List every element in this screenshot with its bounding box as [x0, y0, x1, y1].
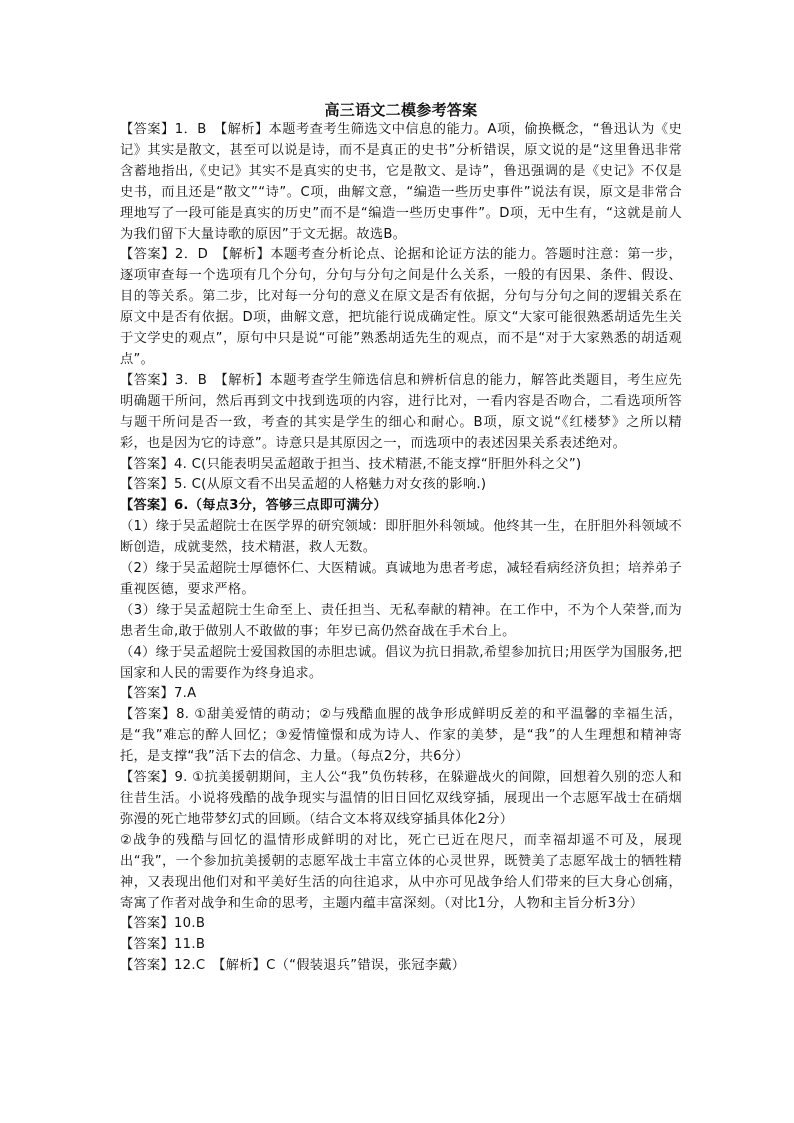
answer-6-point-4: （4）缘于吴孟超院士爱国救国的赤胆忠诚。倡议为抗日捐款,希望参加抗日;用医学为国服务,把国家和人民的需要作为终身追求。 — [120, 644, 682, 681]
answer-4: 【答案】4. C(只能表明吴孟超敢于担当、技术精湛,不能支撑“肝胆外科之父”) — [120, 456, 582, 472]
answer-5: 【答案】5. C(从原文看不出吴孟超的人格魅力对女孩的影响.) — [120, 477, 487, 493]
page-title: 高三语文二模参考答案 — [324, 101, 478, 119]
answer-11: 【答案】11.B — [120, 937, 206, 953]
answer-7: 【答案】7.A — [120, 686, 197, 702]
answer-9-part-1: 【答案】9. ①抗美援朝期间，主人公“我”负伤转移，在躲避战火的间隙，回想着久别的恋人和往昔生活。小说将残酷的战争现实与温情的旧日回忆双线穿插，展现出一个志愿军战士在硝烟弥漫的死亡地带梦幻式的回顾。（结合文本将双线穿插具体化2分） — [120, 770, 682, 827]
answer-3: 【答案】3．B 【解析】本题考查学生筛选信息和辨析信息的能力，解答此类题目，考生应先明确题干所问，然后再到文中找到选项的内容，进行比对，一看内容是否吻合，二看选项所答与题干所问是否一致，考查的其实是学生的细心和耐心。B项，原文说“《红楼梦》之所以精彩，也是因为它的诗意”。诗意只是其原因之一，而选项中的表述因果关系表述绝对。 — [120, 372, 682, 451]
answer-key-body — [120, 100, 682, 977]
answer-10: 【答案】10.B — [120, 916, 206, 932]
answer-9-part-2: ②战争的残酷与回忆的温情形成鲜明的对比，死亡已近在咫尺，而幸福却遥不可及，展现出“我”，一个参加抗美援朝的志愿军战士丰富立体的心灵世界，既赞美了志愿军战士的牺牲精神，又表现出他们对和平美好生活的向往追求，从中亦可见战争给人们带来的巨大身心创痛，寄寓了作者对战争和生命的思考，主题内蕴丰富深刻。（对比1分，人物和主旨分析3分） — [120, 832, 682, 911]
answer-6-point-1: （1）缘于吴孟超院士在医学界的研究领域：即肝胆外科领域。他终其一生，在肝胆外科领域不断创造，成就斐然，技术精湛，救人无数。 — [120, 519, 682, 556]
answer-2: 【答案】2．D 【解析】本题考查分析论点、论据和论证方法的能力。答题时注意：第一步，逐项审查每一个选项有几个分句，分句与分句之间是什么关系，一般的有因果、条件、假设、目的等关系。第二步，比对每一分句的意义在原文是否有依据，分句与分句之间的逻辑关系在原文中是否有依据。D项，曲解文意，把坑能行说成确定性。原文“大家可能很熟悉胡适先生关于文学史的观点”，原句中只是说“可能”熟悉胡适先生的观点，而不是“对于大家熟悉的胡适观点”。 — [120, 247, 682, 367]
answer-8: 【答案】8. ①甜美爱情的萌动；②与残酷血腥的战争形成鲜明反差的和平温馨的幸福生活，是“我”难忘的醉人回忆；③爱情憧憬和成为诗人、作家的美梦，是“我”的人生理想和精神寄托，是支撑“我”活下去的信念、力量。（每点2分，共6分） — [120, 707, 682, 765]
answer-12: 【答案】12.C 【解析】C（“假装退兵”错误，张冠李戴） — [120, 958, 466, 974]
answer-6-heading: 【答案】6.（每点3分，答够三点即可满分） — [120, 498, 388, 514]
answer-1: 【答案】1．B 【解析】本题考查考生筛选文中信息的能力。A项，偷换概念，“鲁迅认为《史记》其实是散文，甚至可以说是诗，而不是真正的史书”分析错误，原文说的是“这里鲁迅非常含蓄地指出,《史记》其实不是真实的史书，它是散文、是诗”，鲁迅强调的是《史记》不仅是史书，而且还是“散文”“诗”。C项，曲解文意，“编造一些历史事件”说法有误，原文是非常合理地写了一段可能是真实的历史”而不是“编造一些历史事件”。D项，无中生有，“这就是前人为我们留下大量诗歌的原因”于文无据。故选B。 — [120, 122, 682, 242]
answer-6-point-2: （2）缘于吴孟超院士厚德怀仁、大医精诚。真诚地为患者考虑，减轻看病经济负担；培养弟子重视医德，要求严格。 — [120, 561, 682, 597]
answer-6-point-3: （3）缘于吴孟超院士生命至上、责任担当、无私奉献的精神。在工作中，不为个人荣誉,而为患者生命,敢于做别人不敢做的事；年岁已高仍然奋战在手术台上。 — [120, 602, 682, 639]
